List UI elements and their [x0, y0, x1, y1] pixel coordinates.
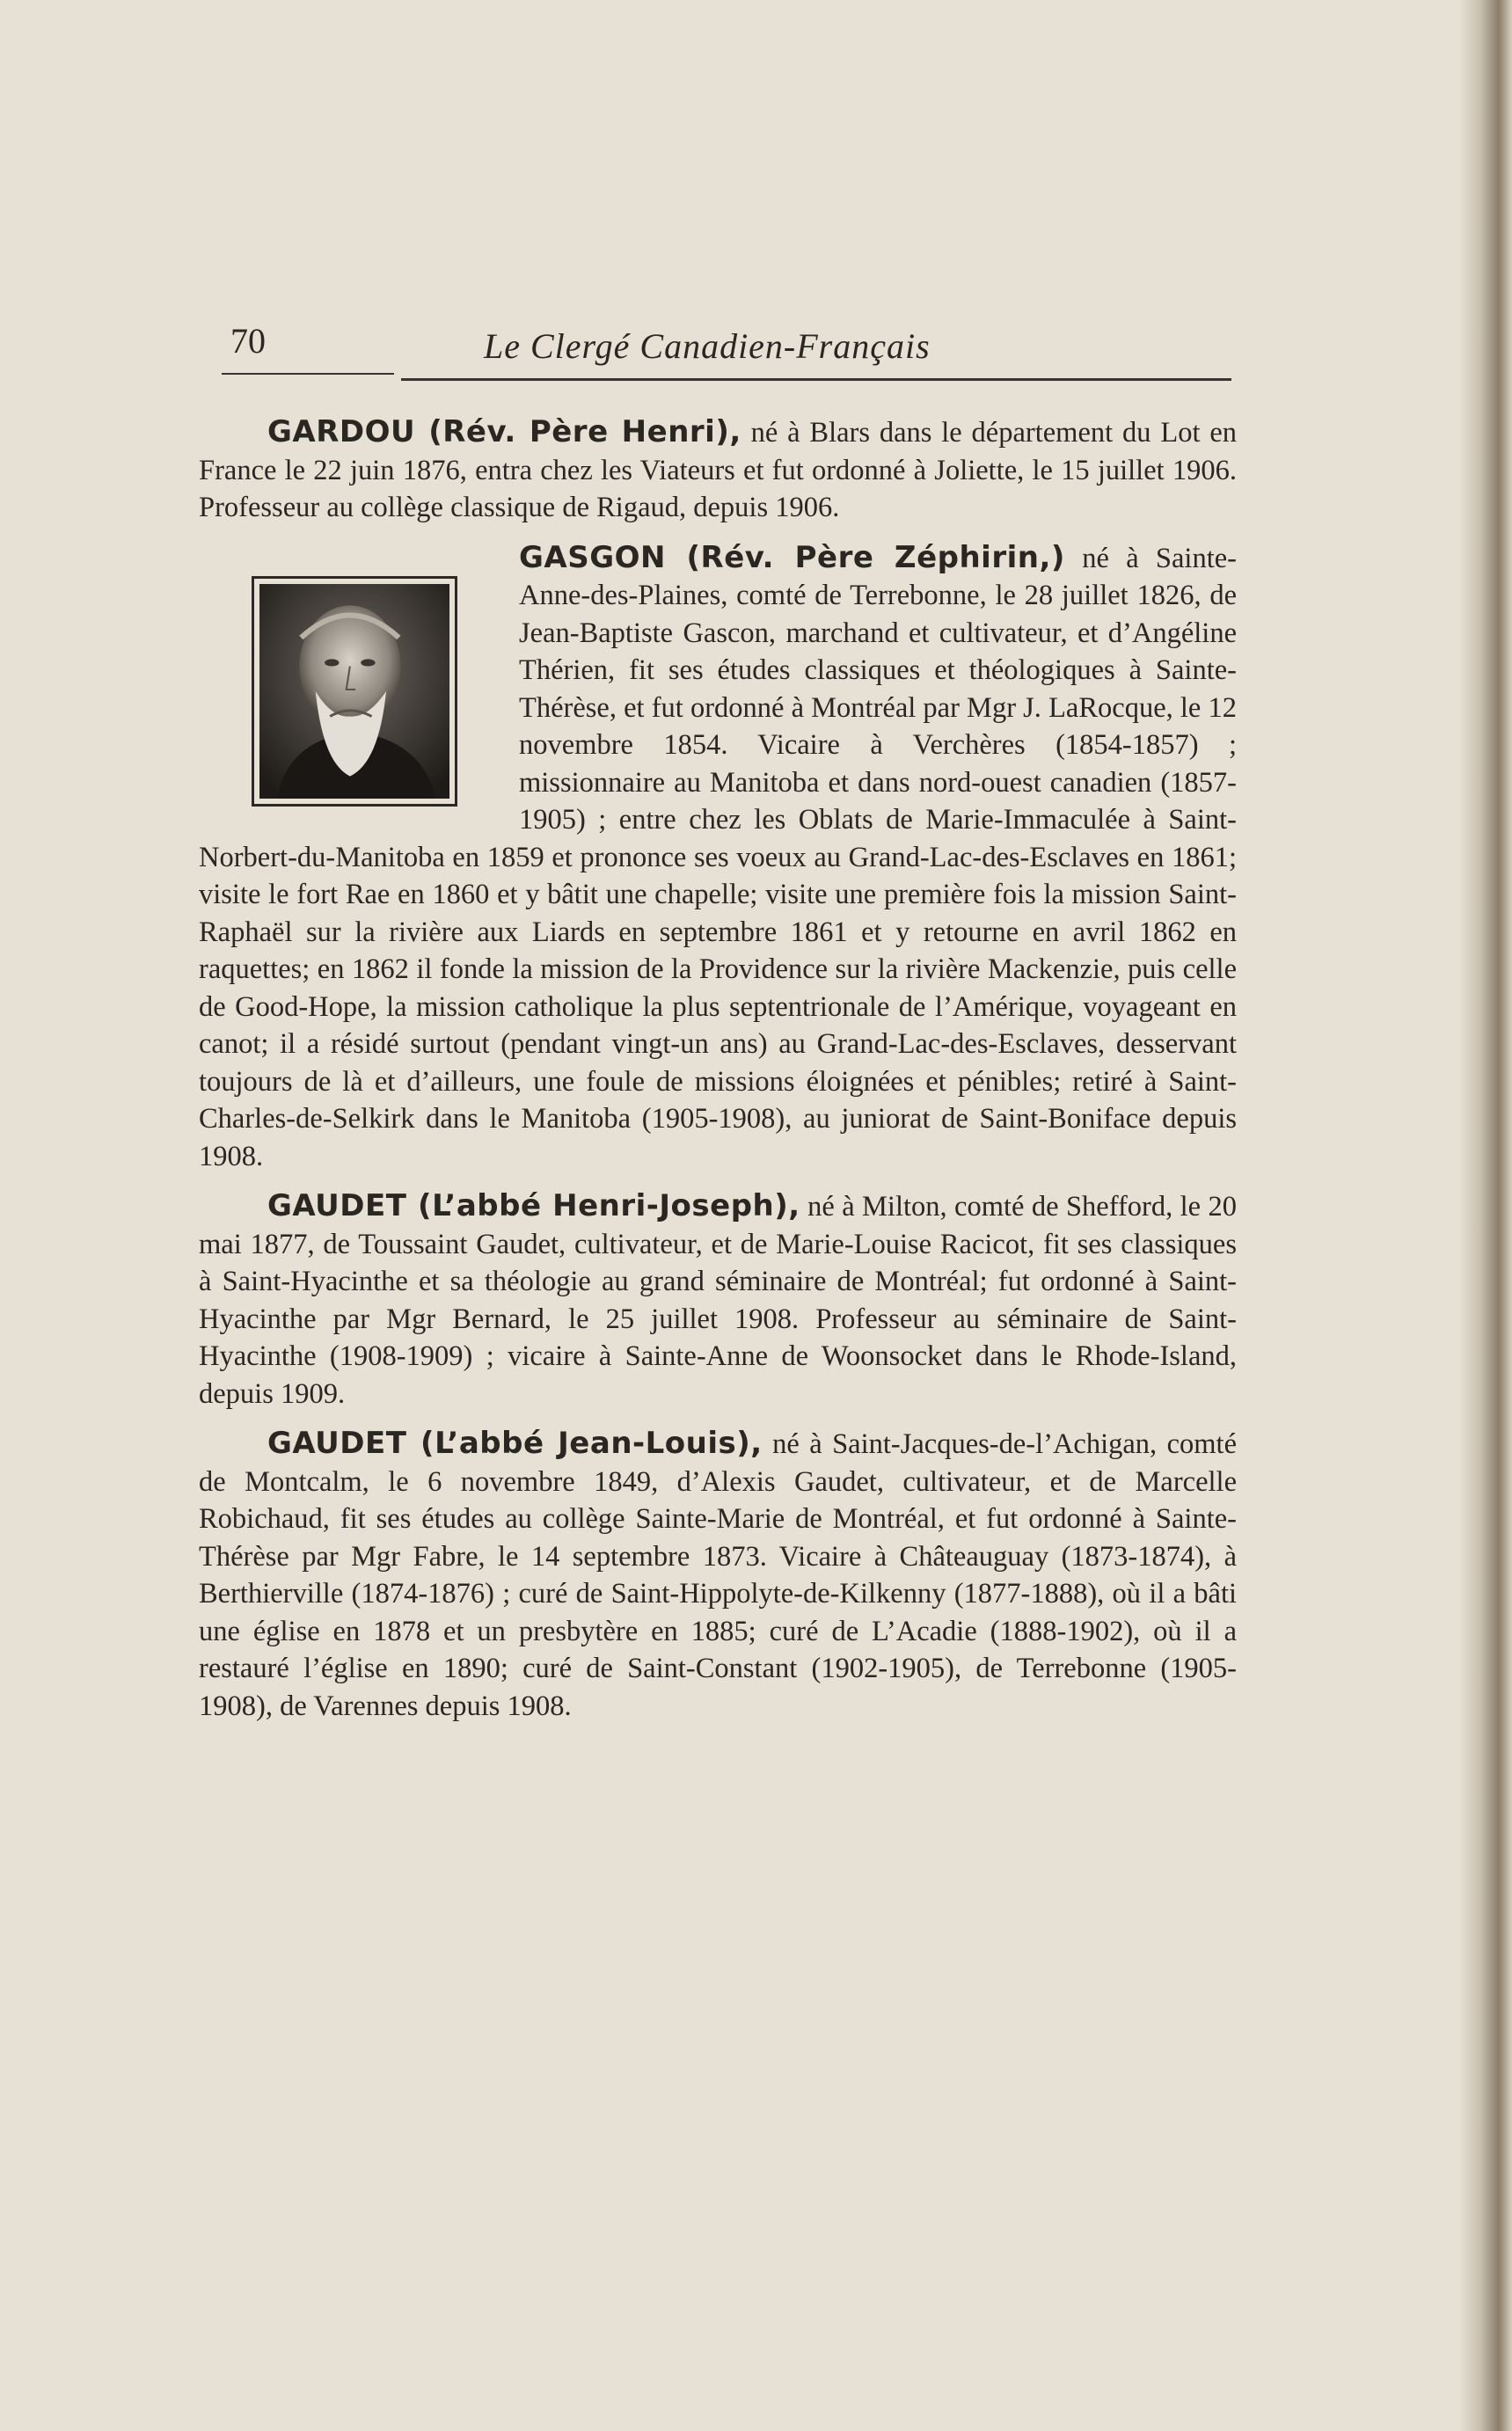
entry-gardou — [199, 413, 1237, 527]
header-rule-short — [222, 373, 394, 375]
entry-text: né à Sainte-Anne-des-Plaines, comté de Terrebonne, le 28 juillet 1826, de Jean-Baptiste Gascon, marchand et cultivateur, et d’Angéline Thérien, fit ses études classiques et théologiques à Sainte-Thérèse, et fut ordonné à Montréal par Mgr J. LaRocque, le 12 novembre 1854. Vicaire à Verchères (1854-1857) ; missionnaire au Manitoba et dans nord-ouest canadien (1857-1905) ; entre chez les Oblats de Marie-Immaculée à Saint-Norbert-du-Manitoba en 1859 et prononce ses voeux au Grand-Lac-des-Esclaves en 1861; visite le fort Rae en 1860 et y bâtit une chapelle; visite une première fois la mission Saint-Raphaël sur la rivière aux Liards en septembre 1861 et y retourne en avril 1862 en raquettes; en 1862 il fonde la mission de la Providence sur la rivière Mackenzie, puis celle de Good-Hope, la mission catholique la plus septentrionale de l’Amérique, voyageant en canot; il a résidé surtout (pendant vingt-un ans) au Grand-Lac-des-Esclaves, desservant toujours de là et d’ailleurs, une foule de missions éloignées et pénibles; retiré à Saint-Charles-de-Selkirk dans le Manitoba (1905-1908), au juniorat de Saint-Boniface depuis 1908. — [199, 542, 1237, 1172]
entry-text: né à Milton, comté de Shefford, le 20 mai 1877, de Toussaint Gaudet, cultivateur, et de Marie-Louise Racicot, fit ses classiques à Saint-Hyacinthe et sa théologie au grand séminaire de Montréal; fut ordonné à Saint-Hyacinthe par Mgr Bernard, le 25 juillet 1908. Professeur au séminaire de Saint-Hyacinthe (1908-1909) ; vicaire à Sainte-Anne de Woonsocket dans le Rhode-Island, depuis 1909. — [199, 1191, 1237, 1410]
entry-name: GASGON (Rév. Père Zéphirin,) — [519, 539, 1065, 575]
entry-text: né à Blars dans le département du Lot en France le 22 juin 1876, entra chez les Viateurs et fut ordonné à Joliette, le 15 juillet 1906. Professeur au collège classique de Rigaud, depuis 1906. — [199, 417, 1237, 523]
entry-gaudet-henri-joseph — [199, 1187, 1237, 1413]
entry-text: né à Saint-Jacques-de-l’Achigan, comté de Montcalm, le 6 novembre 1849, d’Alexis Gaudet, cultivateur, et de Marcelle Robichaud, fit ses études au collège Sainte-Marie de Montréal, et fut ordonné à Sainte-Thérèse par Mgr Fabre, le 14 septembre 1873. Vicaire à Châteauguay (1873-1874), à Berthierville (1874-1876) ; curé de Saint-Hippolyte-de-Kilkenny (1877-1888), où il a bâti une église en 1878 et un presbytère en 1885; curé de L’Acadie (1888-1902), où il a restauré l’église en 1890; curé de Saint-Constant (1902-1905), de Terrebonne (1905-1908), de Varennes depuis 1908. — [199, 1428, 1237, 1722]
entry-name: GARDOU (Rév. Père Henri), — [267, 414, 741, 449]
running-header — [222, 310, 1231, 389]
page-body — [199, 413, 1237, 1737]
portrait-image — [259, 584, 449, 799]
page-number: 70 — [230, 321, 266, 361]
header-rule-long — [401, 378, 1231, 381]
page-edge-shadow — [1459, 0, 1512, 2431]
entry-name: GAUDET (L’abbé Jean-Louis), — [267, 1426, 763, 1461]
entry-gaudet-jean-louis — [199, 1425, 1237, 1725]
portrait-photo — [252, 576, 457, 807]
running-title: Le Clergé Canadien-Français — [484, 326, 931, 366]
entry-name: GAUDET (L’abbé Henri-Joseph), — [267, 1188, 800, 1223]
